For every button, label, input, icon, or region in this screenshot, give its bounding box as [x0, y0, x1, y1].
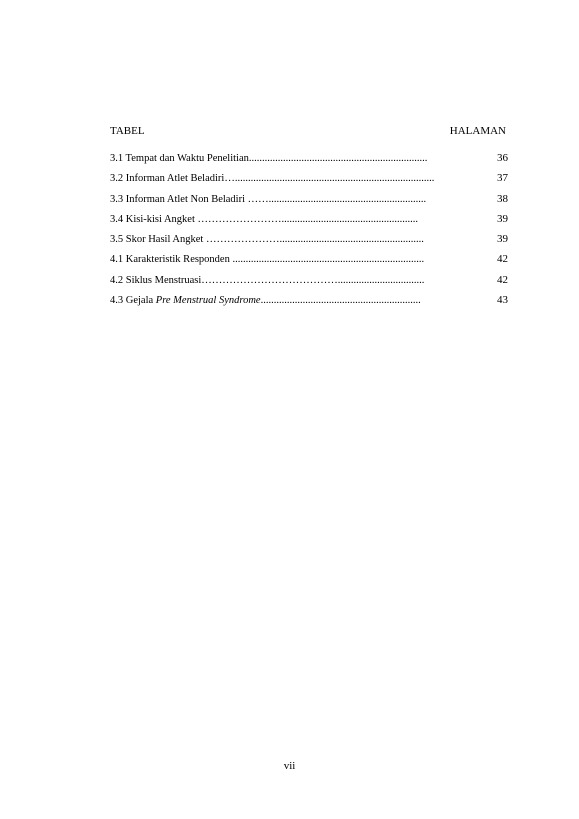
- table-of-tables: [110, 152, 508, 314]
- toc-entry-label: 3.2 Informan Atlet Beladiri: [110, 173, 225, 185]
- toc-leader: ....................................................................: [248, 153, 428, 164]
- toc-leader: .........................................................................: [232, 254, 425, 266]
- toc-header: [110, 124, 506, 138]
- toc-entry-label: 3.5 Skor Hasil Angket: [110, 234, 206, 246]
- toc-page-number: 43: [497, 294, 508, 307]
- toc-entry: [110, 152, 508, 172]
- toc-entry: [110, 213, 508, 233]
- toc-leader: …............................................................................: [224, 173, 435, 185]
- toc-entry: [110, 253, 508, 273]
- toc-leader: ………………….......................................................: [205, 234, 424, 246]
- toc-leader: ……............................................................: [247, 193, 427, 205]
- toc-leader: .............................................................: [260, 295, 421, 307]
- toc-page-number: 38: [497, 192, 508, 205]
- toc-page-number: 36: [497, 152, 508, 164]
- toc-leader: ………………………………….................................: [201, 274, 425, 286]
- toc-entry-label: 4.3 Gejala: [110, 295, 156, 307]
- toc-page-number: 42: [497, 253, 508, 266]
- toc-page-number: 39: [497, 233, 508, 246]
- toc-entry: [110, 172, 508, 192]
- toc-page-number: 37: [497, 172, 508, 185]
- toc-page-number: 42: [497, 273, 508, 286]
- toc-entry: [110, 294, 508, 314]
- table-column-heading: TABEL: [110, 125, 145, 137]
- toc-leader: ……………………....................................................: [197, 213, 419, 225]
- toc-entry-label: 3.3 Informan Atlet Non Beladiri: [110, 193, 248, 205]
- toc-entry-label: 4.2 Siklus Menstruasi: [110, 274, 202, 286]
- toc-entry-label: 3.1 Tempat dan Waktu Penelitian: [110, 153, 249, 164]
- page-number: vii: [283, 760, 296, 772]
- toc-entry-label: 3.4 Kisi-kisi Angket: [110, 213, 198, 225]
- toc-entry: [110, 233, 508, 253]
- toc-entry: [110, 274, 508, 294]
- toc-entry: [110, 193, 508, 213]
- page-column-heading: HALAMAN: [449, 125, 506, 137]
- toc-page-number: 39: [497, 212, 508, 225]
- toc-entry-italic: Pre Menstrual Syndrome: [155, 295, 261, 307]
- toc-entry-label: 4.1 Karakteristik Responden: [110, 254, 233, 266]
